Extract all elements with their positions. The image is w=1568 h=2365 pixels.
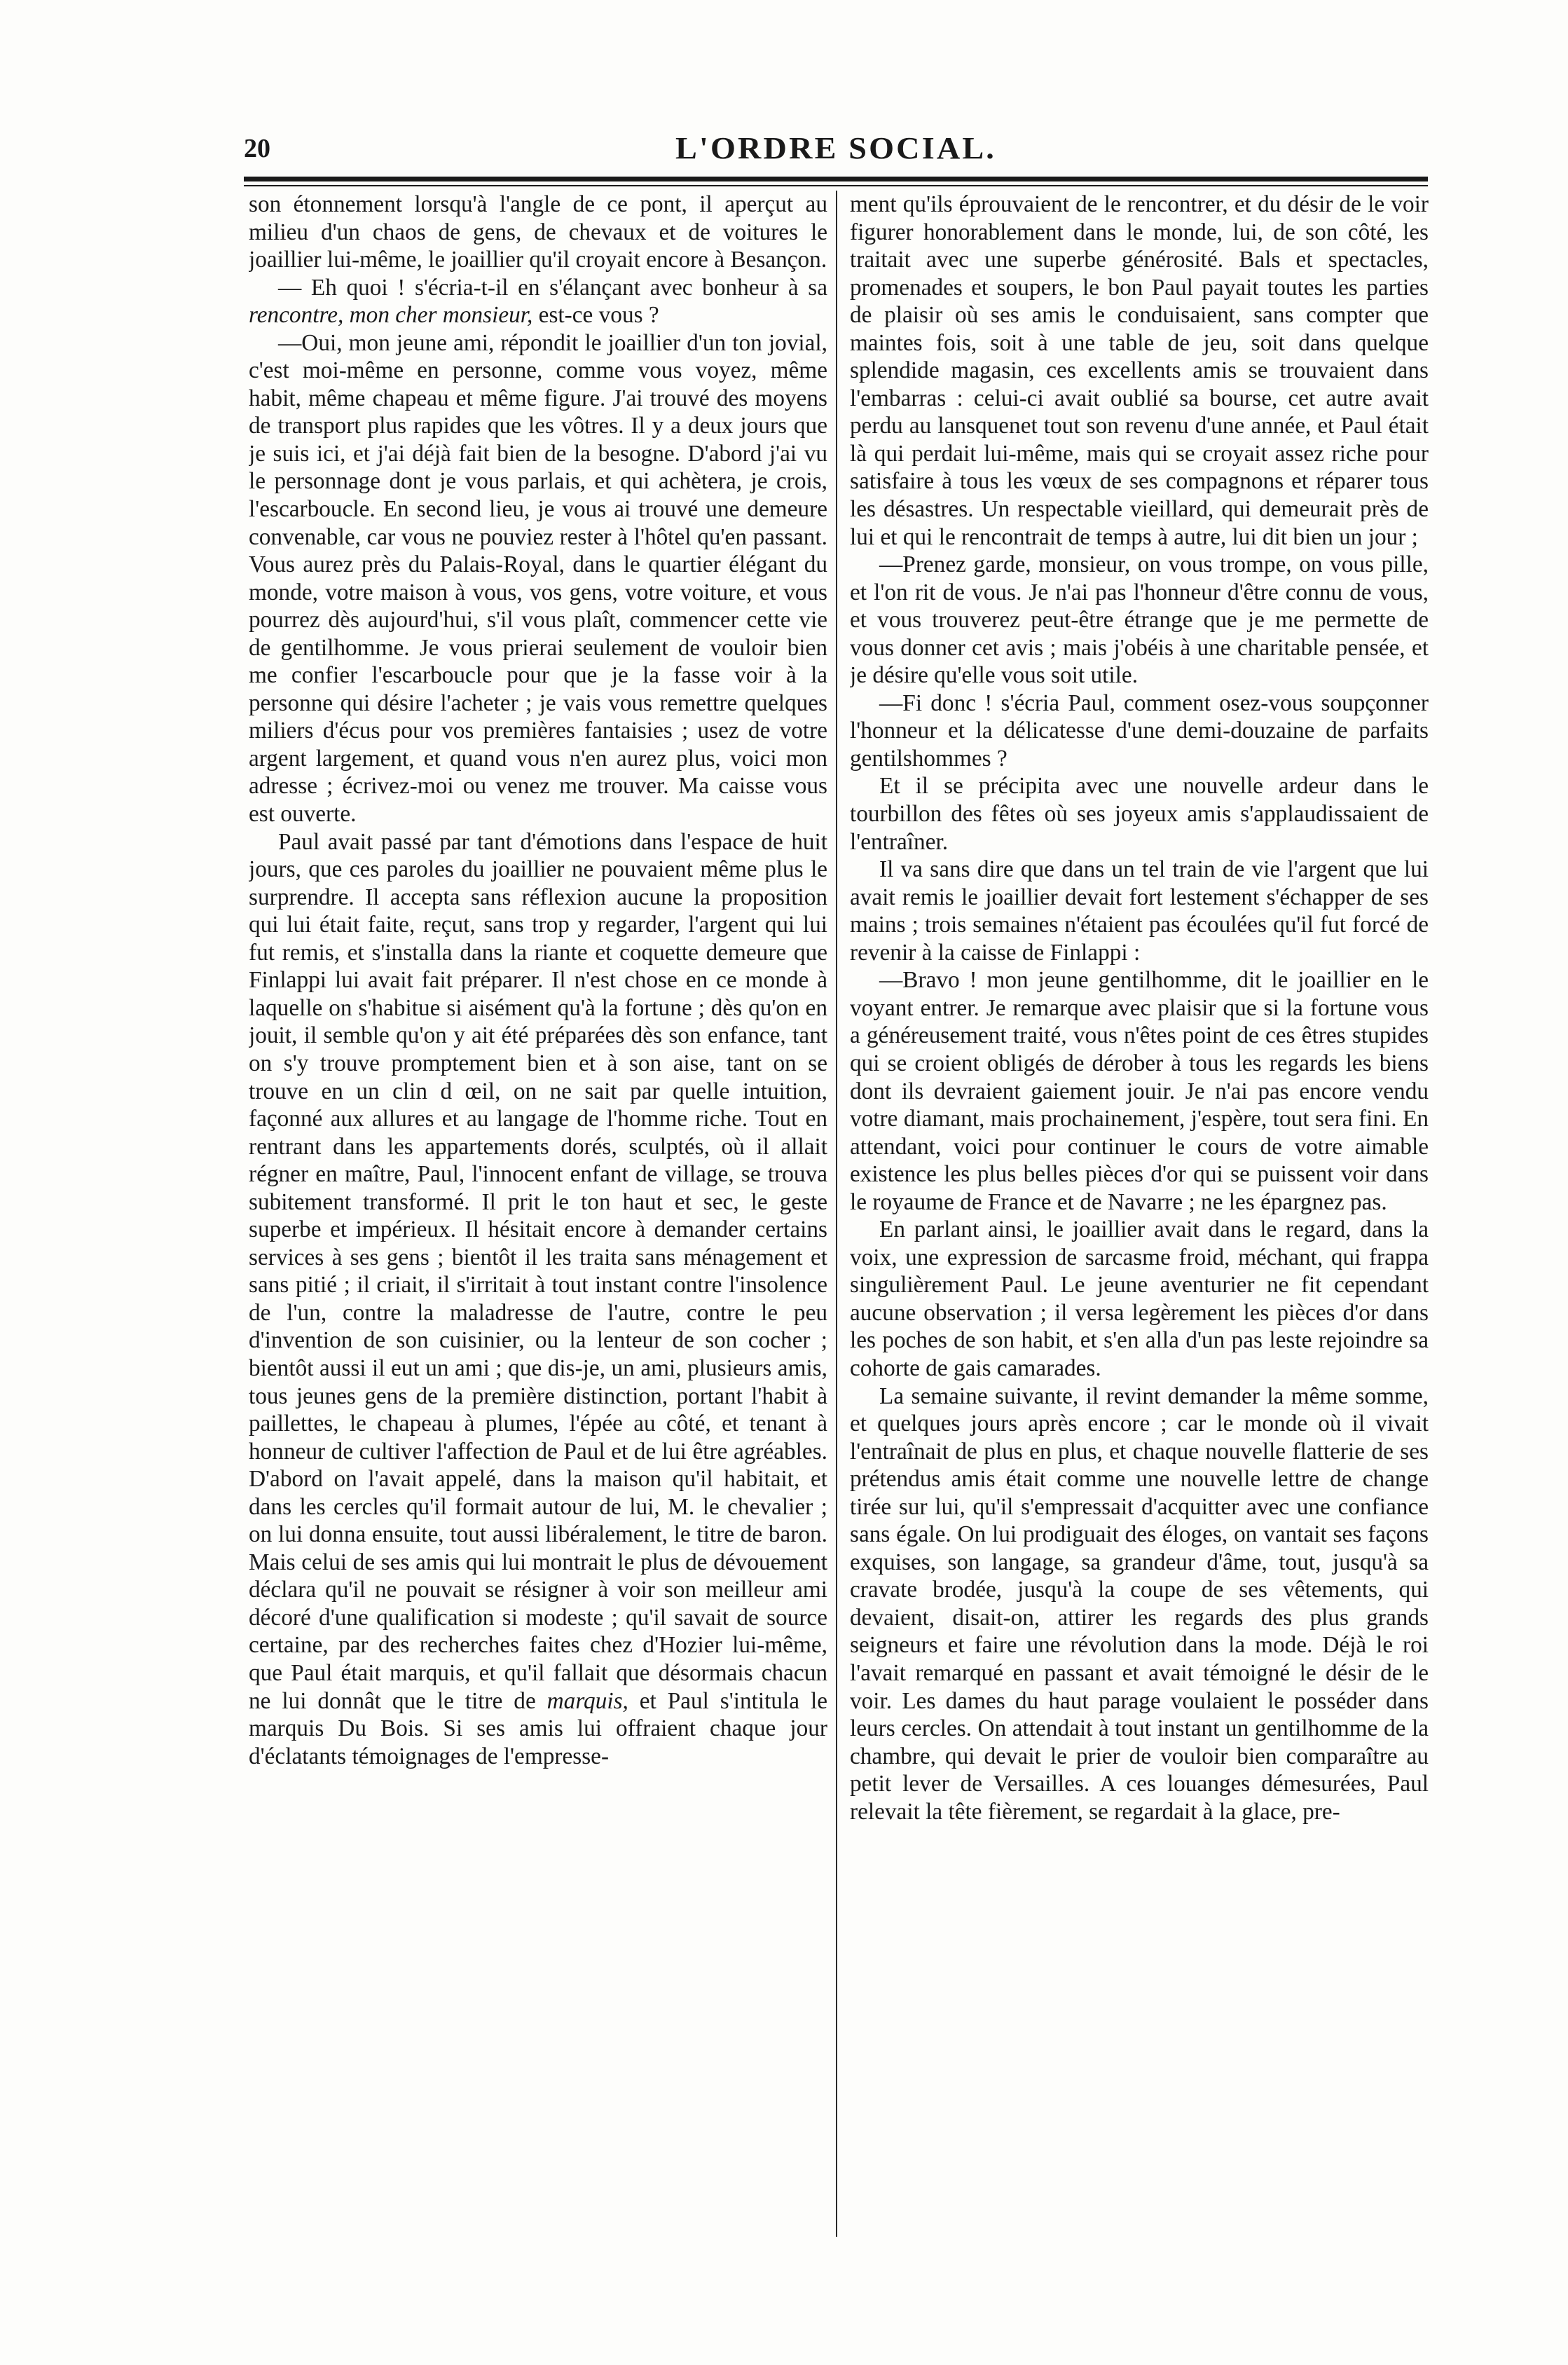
header-rule-thick — [244, 177, 1428, 181]
paragraph: —Fi donc ! s'écria Paul, comment osez-vous soupçonner l'honneur et la délicatesse d'une demi-douzaine de parfaits gentilshommes ? — [850, 690, 1429, 772]
right-column — [850, 191, 1429, 2244]
text-run: — Eh quoi ! s'écria-t-il en s'élançant avec bonheur à sa — [278, 274, 827, 301]
paragraph: La semaine suivante, il revint demander la même somme, et quelques jours après encore ; car le monde où il vivait l'entraînait de plus en plus, et chaque nouvelle flatterie de ses prétendus amis était comme une nouvelle lettre de change tirée sur lui, qu'il s'empressait d'acquitter avec une confiance sans égale. On lui prodiguait des éloges, on vantait ses façons exquises, son langage, sa grandeur d'âme, tout, jusqu'à sa cravate brodée, jusqu'à la coupe de ses vêtements, qui devaient, disait-on, attirer les regards des plus grands seigneurs et faire une révolution dans la mode. Déjà le roi l'avait remarqué en passant et avait témoigné le désir de le voir. Les dames du haut parage voulaient le posséder dans leurs cercles. On attendait à tout instant un gentilhomme de la chambre, qui devait le prier de vouloir bien comparaître au petit lever de Versailles. A ces louanges démesurées, Paul relevait la tête fièrement, se regardait à la glace, pre- — [850, 1383, 1429, 1825]
paragraph: En parlant ainsi, le joaillier avait dans le regard, dans la voix, une expression de sarcasme froid, méchant, qui frappa singulièrement Paul. Le jeune aventurier ne fit cependant aucune observation ; il versa legèrement les pièces d'or dans les poches de son habit, et s'en alla d'un pas leste rejoindre sa cohorte de gais camarades. — [850, 1216, 1429, 1381]
journal-title: L'ORDRE SOCIAL. — [675, 131, 996, 165]
italic-text: marquis, — [546, 1687, 628, 1714]
paragraph: ment qu'ils éprouvaient de le rencontrer, et du désir de le voir figurer honorablement dans le monde, lui, de son côté, les traitait avec une superbe générosité. Bals et spectacles, promenades et soupers, le bon Paul payait toutes les parties de plaisir où ses amis le conduisaient, sans compter que maintes fois, soit à une table de jeu, soit dans quelque splendide magasin, ces excellents amis se trouvaient dans l'embarras : celui-ci avait oublié sa bourse, cet autre avait perdu au lansquenet tout son revenu d'une année, et Paul était là qui perdait lui-même, mais qui se croyait assez riche pour satisfaire à tous les vœux de ses compagnons et réparer tous les désastres. Un respectable vieillard, qui demeurait près de lui et qui le rencontrait de temps à autre, lui dit bien un jour ; — [850, 191, 1429, 550]
page-header — [244, 130, 1428, 172]
paragraph: —Prenez garde, monsieur, on vous trompe, on vous pille, et l'on rit de vous. Je n'ai pas l'honneur d'être connu de vous, et vous trouverez peut-être étrange que je me permette de vous donner cet avis ; mais j'obéis à une charitable pensée, et je désire qu'elle vous soit utile. — [850, 551, 1429, 689]
left-column — [249, 191, 827, 2244]
paragraph: Il va sans dire que dans un tel train de vie l'argent que lui avait remis le joaillier devait fort lestement s'échapper de ses mains ; trois semaines n'étaient pas écoulées qu'il fut forcé de revenir à la caisse de Finlappi : — [850, 856, 1429, 966]
paragraph: son étonnement lorsqu'à l'angle de ce pont, il aperçut au milieu d'un chaos de gens, de chevaux et de voitures le joaillier lui-même, le joaillier qu'il croyait encore à Besançon. — [249, 191, 827, 273]
text-run: est-ce vous ? — [532, 302, 659, 329]
paragraph: —Bravo ! mon jeune gentilhomme, dit le joaillier en le voyant entrer. Je remarque avec plaisir que si la fortune vous a généreusement traité, vous n'êtes point de ces êtres stupides qui se croient obligés de dérober à tous les regards les biens dont ils devraient gaiement jouir. Je n'ai pas encore vendu votre diamant, mais prochainement, j'espère, tout sera fini. En attendant, voici pour continuer le cours de votre aimable existence les plus belles pièces d'or qui se puissent voir dans le royaume de France et de Navarre ; ne les épargnez pas. — [850, 967, 1429, 1215]
paragraph: —Oui, mon jeune ami, répondit le joaillier d'un ton jovial, c'est moi-même en personne, comme vous voyez, même habit, même chapeau et même figure. J'ai trouvé des moyens de transport plus rapides que les vôtres. Il y a deux jours que je suis ici, et j'ai déjà fait bien de la besogne. D'abord j'ai vu le personnage dont je vous parlais, et qui achètera, je crois, l'escarboucle. En second lieu, je vous ai trouvé une demeure convenable, car vous ne pouviez rester à l'hôtel qu'en passant. Vous aurez près du Palais-Royal, dans le quartier élégant du monde, votre maison à vous, vos gens, votre voiture, et vous pourrez dès aujourd'hui, s'il vous plaît, commencer cette vie de gentilhomme. Je vous prierai seulement de vouloir bien me confier l'escarboucle pour que je la fasse voir à la personne qui désire l'acheter ; je vais vous remettre quelques miliers d'écus pour vos premières fantaisies ; usez de votre argent largement, et quand vous n'en aurez plus, voici mon adresse ; écrivez-moi ou venez me trouver. Ma caisse vous est ouverte. — [249, 329, 827, 828]
paragraph — [249, 828, 827, 1771]
paragraph — [249, 274, 827, 329]
header-rule-thin — [244, 185, 1428, 186]
column-divider — [836, 191, 837, 2237]
page-number: 20 — [244, 134, 270, 163]
italic-text: rencontre, mon cher monsieur, — [249, 302, 533, 329]
text-run: Paul avait passé par tant d'émotions dans l'espace de huit jours, que ces paroles du joaillier ne pouvaient même plus le surprendre. Il accepta sans réflexion aucune la proposition qui lui était faite, reçut, sans trop y regarder, l'argent qui lui fut remis, et s'installa dans la riante et coquette demeure que Finlappi lui avait fait préparer. Il n'est chose en ce monde à laquelle on s'habitue si aisément qu'à la fortune ; dès qu'on en jouit, il semble qu'on y ait été préparées dès son enfance, tant on s'y trouve promptement bien et à son aise, tant on se trouve en un clin d œil, on ne sait par quelle intuition, façonné aux allures et au langage de l'homme riche. Tout en rentrant dans les appartements dorés, sculptés, où il allait régner en maître, Paul, l'innocent enfant de village, se trouva subitement transformé. Il prit le ton haut et sec, le geste superbe et impérieux. Il hésitait encore à demander certains services à ses gens ; bientôt il les traita sans ménagement et sans pitié ; il criait, il s'irritait à tout instant contre l'insolence de l'un, contre la maladresse de l'autre, contre le peu d'invention de son cuisinier, ou la lenteur de son cocher ; bientôt aussi il eut un ami ; que dis-je, un ami, plusieurs amis, tous jeunes gens de la première distinction, portant l'habit à paillettes, le chapeau à plumes, l'épée au côté, et tenant à honneur de cultiver l'affection de Paul et de lui être agréables. D'abord on l'avait appelé, dans la maison qu'il habitait, et dans les cercles qu'il formait autour de lui, M. le chevalier ; on lui donna ensuite, tout aussi libéralement, le titre de baron. Mais celui de ses amis qui lui montrait le plus de dévouement déclara qu'il ne pouvait se résigner à voir son meilleur ami décoré d'une qualification si modeste ; qu'il savait de source certaine, par des recherches faites chez d'Hozier lui-même, que Paul était marquis, et qu'il fallait que désormais chacun ne lui donnât que le titre de — [249, 828, 827, 1714]
text-run: et Paul s'intitula le marquis Du Bois. Si ses amis lui offraient chaque jour d'éclatants témoignages de l'empresse- — [249, 1687, 827, 1769]
paragraph: Et il se précipita avec une nouvelle ardeur dans le tourbillon des fêtes où ses joyeux amis s'applaudissaient de l'entraîner. — [850, 773, 1429, 855]
